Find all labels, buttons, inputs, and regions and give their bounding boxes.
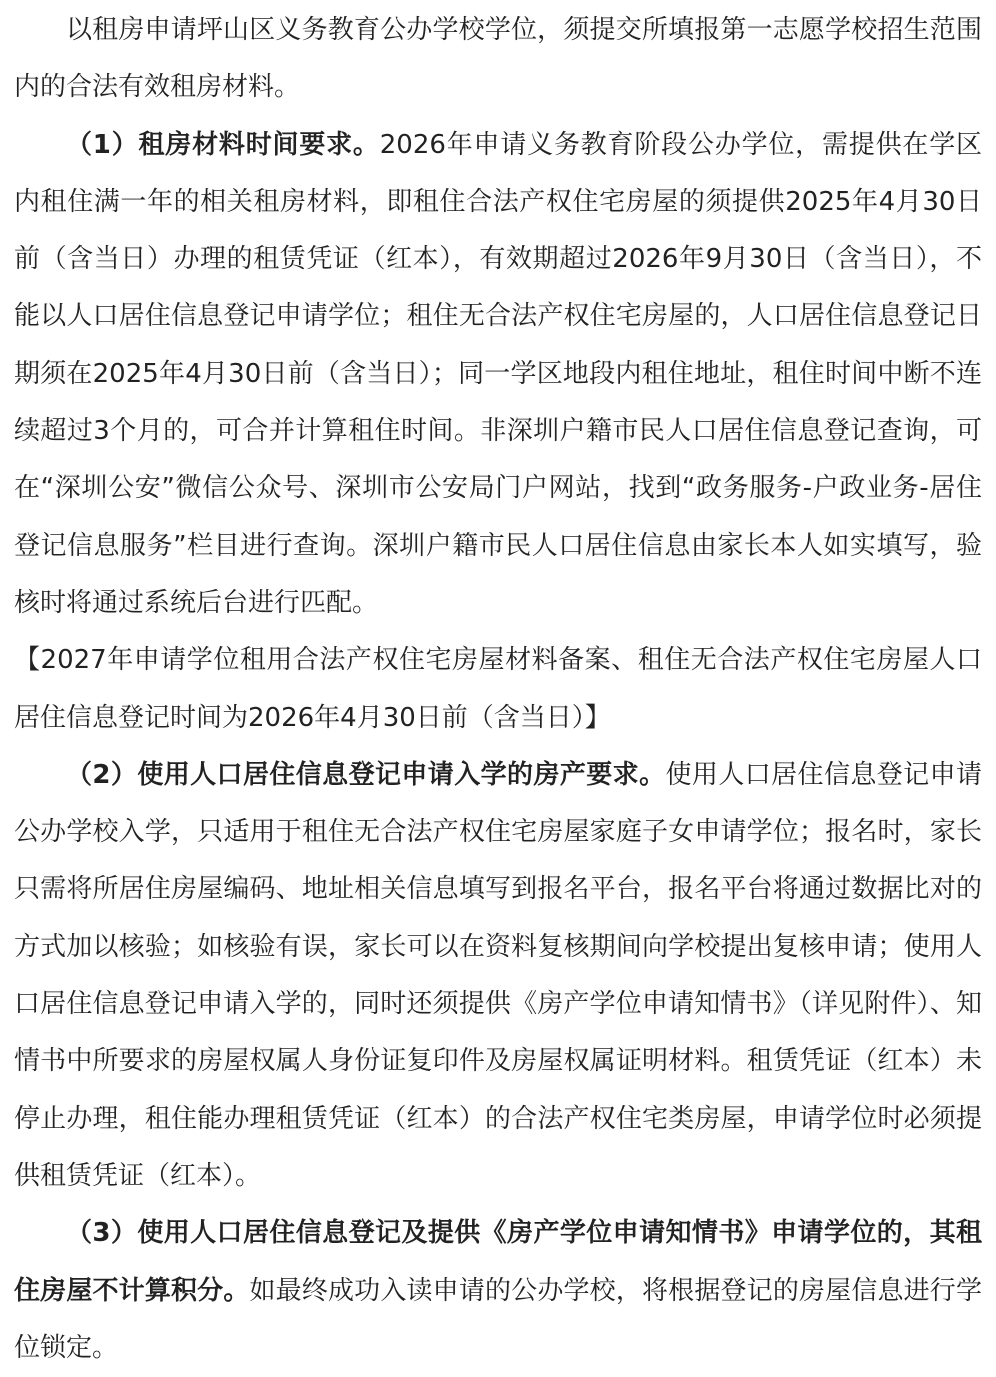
section-3-heading: （3）使用人口居住信息登记及提供《房产学位申请知情书》申请学位的，其租住房屋不计算积分。 xyxy=(14,1218,982,1306)
section-1-paragraph xyxy=(14,117,982,633)
section-1-note: 【2027年申请学位租用合法产权住宅房屋材料备案、租住无合法产权住宅房屋人口居住信息登记时间为2026年4月30日前（含当日）】 xyxy=(14,645,982,733)
section-2-paragraph xyxy=(14,747,982,1205)
section-3-paragraph xyxy=(14,1205,982,1377)
intro-paragraph: 以租房申请坪山区义务教育公办学校学位，须提交所填报第一志愿学校招生范围内的合法有效租房材料。 xyxy=(14,15,982,103)
section-1-heading: （1）租房材料时间要求。 xyxy=(66,129,380,160)
section-2-body: 使用人口居住信息登记申请公办学校入学，只适用于租住无合法产权住宅房屋家庭子女申请学位；报名时，家长只需将所居住房屋编码、地址相关信息填写到报名平台，报名平台将通过数据比对的方式加以核验；如核验有误，家长可以在资料复核期间向学校提出复核申请；使用人口居住信息登记申请入学的，同时还须提供《房产学位申请知情书》（详见附件）、知情书中所要求的房屋权属人身份证复印件及房屋权属证明材料。租赁凭证（红本）未停止办理，租住能办理租赁凭证（红本）的合法产权住宅类房屋，申请学位时必须提供租赁凭证（红本）。 xyxy=(14,759,982,1191)
section-2-heading: （2）使用人口居住信息登记申请入学的房产要求。 xyxy=(66,759,666,790)
section-3-body: 如最终成功入读申请的公办学校，将根据登记的房屋信息进行学位锁定。 xyxy=(14,1275,982,1363)
section-1-body: 2026年申请义务教育阶段公办学位，需提供在学区内租住满一年的相关租房材料，即租住合法产权住宅房屋的须提供2025年4月30日前（含当日）办理的租赁凭证（红本），有效期超过2026年9月30日（含当日），不能以人口居住信息登记申请学位；租住无合法产权住宅房屋的，人口居住信息登记日期须在2025年4月30日前（含当日）；同一学区地段内租住地址，租住时间中断不连续超过3个月的，可合并计算租住时间。非深圳户籍市民人口居住信息登记查询，可在“深圳公安”微信公众号、深圳市公安局门户网站，找到“政务服务-户政业务-居住登记信息服务”栏目进行查询。深圳户籍市民人口居住信息由家长本人如实填写，验核时将通过系统后台进行匹配。 xyxy=(14,129,983,618)
document-body xyxy=(14,2,982,1377)
